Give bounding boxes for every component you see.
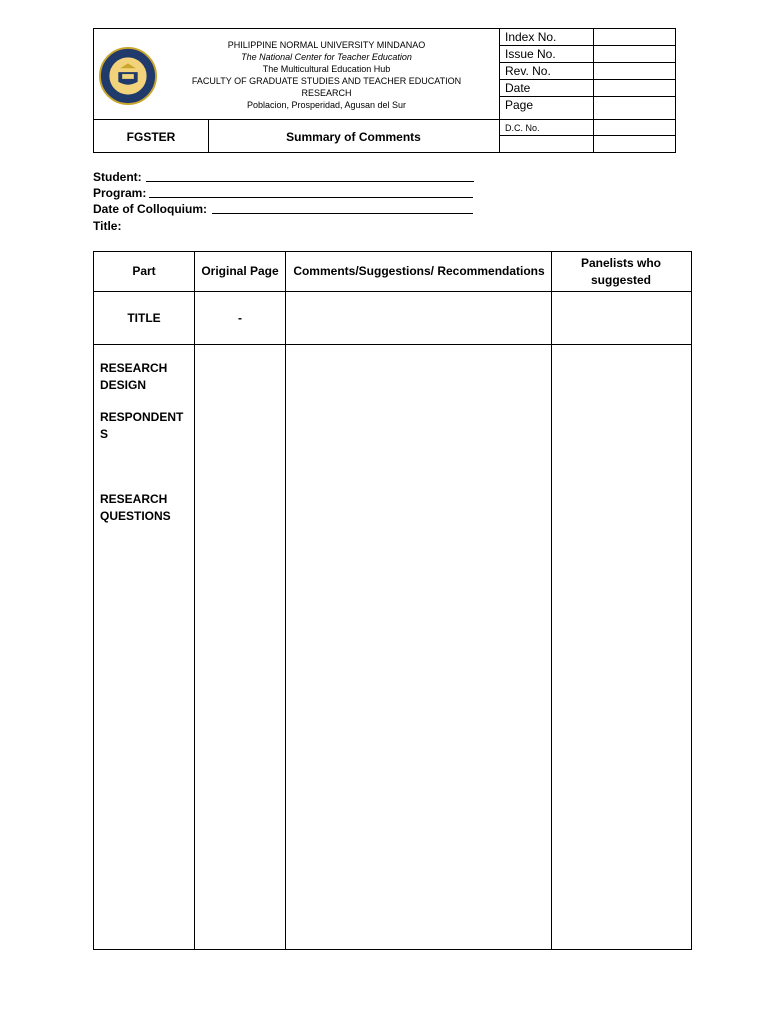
meta-issue-label: Issue No. [505,47,556,61]
program-label: Program: [93,186,147,200]
date-label: Date of Colloquium: [93,202,207,216]
row-title-part: TITLE [127,310,161,325]
meta-dc-label: D.C. No. [505,123,540,133]
meta-date-label: Date [505,81,531,95]
meta-rev-label: Rev. No. [505,64,551,78]
row-respondents: RESPONDENT S [100,410,184,441]
university-info [169,39,484,111]
title-label: Title: [93,219,122,233]
student-line[interactable] [146,181,474,182]
document-title: Summary of Comments [286,129,421,144]
row-research-questions: RESEARCH QUESTIONS [100,492,171,523]
faculty-name: FACULTY OF GRADUATE STUDIES AND TEACHER EDUCATION RESEARCH [191,76,462,98]
meta-index-label: Index No. [505,30,557,44]
document-header [93,28,676,153]
university-tagline: The National Center for Teacher Education [241,52,412,62]
office-code: FGSTER [126,129,176,144]
row-title-page: - [238,310,242,325]
header-panelists: Panelists who suggested [580,255,662,287]
row-research-design: RESEARCH DESIGN [100,361,168,392]
comments-table [93,251,692,950]
header-part: Part [132,264,156,278]
date-line[interactable] [212,213,473,214]
header-comments: Comments/Suggestions/ Recommendations [293,264,545,278]
university-address: Poblacion, Prosperidad, Agusan del Sur [246,100,407,110]
university-hub: The Multicultural Education Hub [262,64,391,74]
program-line[interactable] [149,197,473,198]
university-seal-icon [99,47,157,105]
student-label: Student: [93,170,142,184]
meta-page-label: Page [505,98,534,112]
header-original-page: Original Page [201,264,279,278]
university-name: PHILIPPINE NORMAL UNIVERSITY MINDANAO [227,40,426,50]
